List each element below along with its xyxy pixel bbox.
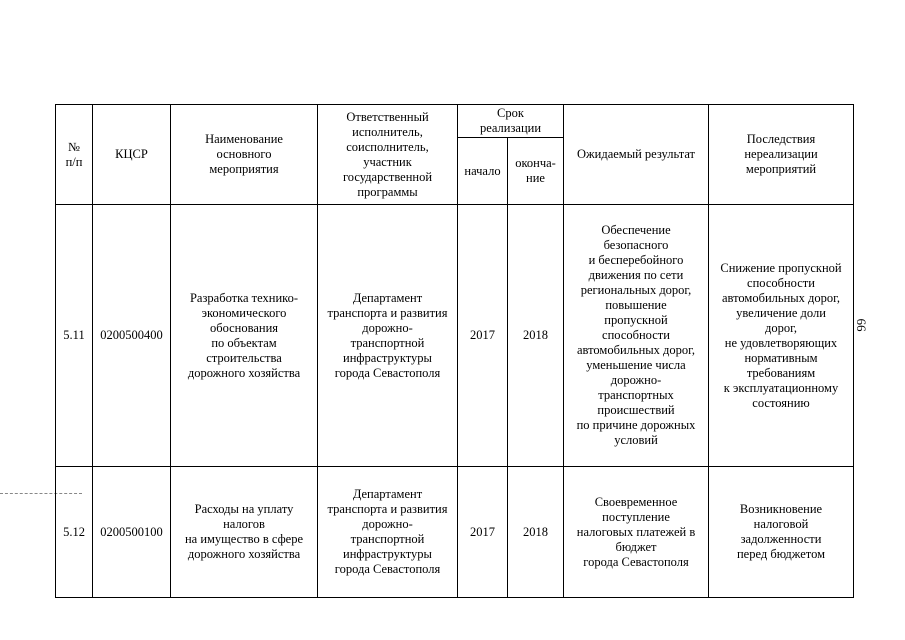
table-header-row	[56, 105, 854, 138]
cell-start: 2017	[458, 467, 508, 598]
cell-start: 2017	[458, 205, 508, 467]
cell-result: Обеспечение безопасного и бесперебойного движения по сети региональных дорог, повышение пропускной способности автомобильных дорог, уменьшение числа дорожно- транспортных происшествий по причине дорожных условий	[564, 205, 709, 467]
header-consequences: Последствия нереализации мероприятий	[709, 105, 854, 205]
header-end: оконча- ние	[508, 138, 564, 205]
cell-result: Своевременное поступление налоговых платежей в бюджет города Севастополя	[564, 467, 709, 598]
cell-consequences: Снижение пропускной способности автомобильных дорог, увеличение доли дорог, не удовлетворяющих нормативным требованиям к эксплуатационному состоянию	[709, 205, 854, 467]
cell-name: Разработка технико- экономического обоснования по объектам строительства дорожного хозяйства	[171, 205, 318, 467]
header-result: Ожидаемый результат	[564, 105, 709, 205]
cell-executor: Департамент транспорта и развития дорожно- транспортной инфраструктуры города Севастополя	[318, 205, 458, 467]
cell-executor: Департамент транспорта и развития дорожно- транспортной инфраструктуры города Севастополя	[318, 467, 458, 598]
cell-consequences: Возникновение налоговой задолженности перед бюджетом	[709, 467, 854, 598]
table-row	[56, 467, 854, 598]
cell-kcsr: 0200500100	[93, 467, 171, 598]
cell-name: Расходы на уплату налогов на имущество в сфере дорожного хозяйства	[171, 467, 318, 598]
header-num: № п/п	[56, 105, 93, 205]
header-executor: Ответственный исполнитель, соисполнитель, участник государственной программы	[318, 105, 458, 205]
cell-num: 5.11	[56, 205, 93, 467]
header-name: Наименование основного мероприятия	[171, 105, 318, 205]
cell-num: 5.12	[56, 467, 93, 598]
header-start: начало	[458, 138, 508, 205]
cell-end: 2018	[508, 205, 564, 467]
header-term: Срок реализации	[458, 105, 564, 138]
measures-table	[55, 104, 854, 598]
cell-end: 2018	[508, 467, 564, 598]
table-row	[56, 205, 854, 467]
page-number: 66	[854, 318, 869, 332]
cell-kcsr: 0200500400	[93, 205, 171, 467]
header-kcsr: КЦСР	[93, 105, 171, 205]
